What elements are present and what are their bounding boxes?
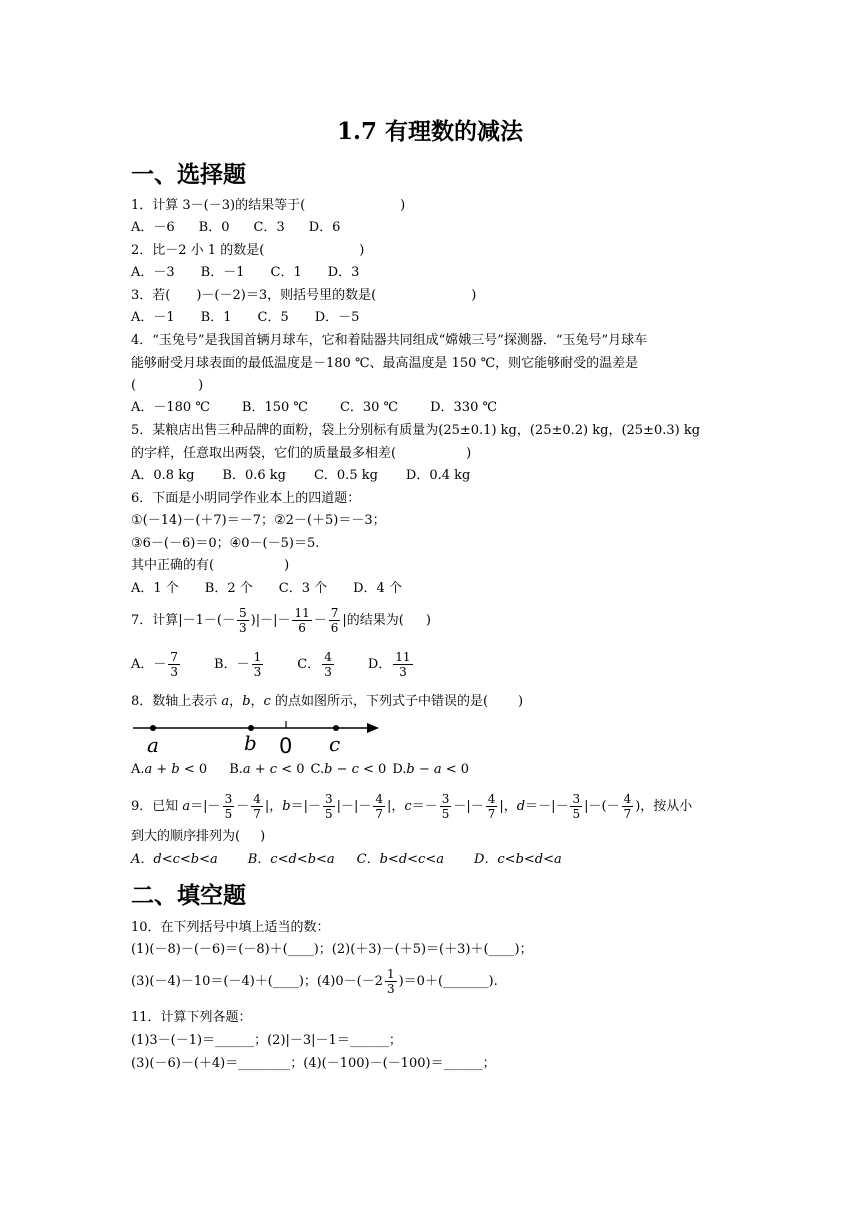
question-6-line-3: ③6－(－6)＝0；④0－(－5)＝5.	[131, 536, 320, 551]
question-10-line-1: (1)(－8)－(－6)＝(－8)＋(____)；(2)(＋3)－(＋5)＝(＋3)＋(____)；	[131, 942, 533, 957]
question-7: 7．计算|－1－(－ $\frac{5}{3}$ )|－|－ $\frac{11}{6}$ － $\frac{7}{6}$ |的结果为( )	[131, 606, 431, 635]
fraction: $\frac{4}{3}$	[324, 650, 332, 679]
question-11-stem: 11．计算下列各题：	[131, 1010, 252, 1025]
page-title: 1.7 有理数的减法	[336, 118, 524, 145]
question-2-options: A．－3 B．－1 C．1 D．3	[131, 265, 360, 280]
point-a	[150, 725, 156, 731]
question-6-options: A．1 个 B．2 个 C．3 个 D．4 个	[131, 581, 402, 596]
question-4-line-2: 能够耐受月球表面的最低温度是－180 ℃、最高温度是 150 ℃，则它能够耐受的温差是	[131, 356, 639, 371]
question-5-line-2: 的字样，任意取出两袋，它们的质量最多相差( )	[131, 446, 472, 461]
question-9-line-2: 到大的顺序排列为( )	[131, 829, 266, 844]
question-1: 1．计算 3－(－3)的结果等于( )	[131, 198, 406, 213]
question-9-options: A．d<c<b<a B．c<d<b<a C．b<d<c<a D．c<b<d<a	[131, 852, 562, 867]
question-1-options: A．－6 B．0 C．3 D．6	[131, 220, 341, 235]
fraction: $\frac{4}{7}$	[487, 792, 496, 821]
question-8-options: A.𝑎 + 𝑏 < 0 B.𝑎 + 𝑐 < 0 C.𝑏 − 𝑐 < 0 D.𝑏 − 𝑎 < 0	[131, 762, 470, 777]
question-9: 9．已知 a＝|－ $\frac{3}{5}$ － $\frac{4}{7}$ |，b＝|－ $\frac{3}{5}$ |－|－ $\frac{4}{7}$ |，c＝－ $\frac{3}{5}$ －|－ $\frac{4}{7}$ |，d＝－|－ $\frac{3}{5}$ |－(－ $\frac{4}{7}$ )，按从小	[131, 792, 693, 821]
question-3: 3．若( )－(－2)＝3，则括号里的数是( )	[131, 288, 477, 303]
question-4-line-1: 4．“玉兔号”是我国首辆月球车，它和着陆器共同组成“嫦娥三号”探测器．“玉兔号”月球车	[131, 333, 648, 348]
fraction: $\frac{7}{6}$	[330, 606, 339, 635]
question-8: 8．数轴上表示 a，b，c 的点如图所示，下列式子中错误的是( )	[131, 694, 524, 709]
question-10-stem: 10．在下列括号中填上适当的数：	[131, 920, 330, 935]
fraction: $\frac{3}{5}$	[324, 792, 333, 821]
question-7-options: A．－ $\frac{7}{3}$ B．－ $\frac{1}{3}$ C． $\frac{4}{3}$ D． $\frac{11}{3}$	[131, 650, 411, 679]
section-heading-choice: 一、选择题	[131, 162, 246, 188]
point-c	[333, 725, 339, 731]
fraction: $\frac{11}{3}$	[395, 650, 411, 679]
axis-label-a: a	[147, 733, 159, 757]
question-5-line-1: 5．某粮店出售三种品牌的面粉，袋上分别标有质量为(25±0.1) kg，(25±0.2) kg，(25±0.3) kg	[131, 423, 701, 438]
question-5-options: A．0.8 kg B．0.6 kg C．0.5 kg D．0.4 kg	[131, 468, 471, 483]
fraction: $\frac{5}{3}$	[239, 606, 247, 635]
question-3-options: A．－1 B．1 C．5 D．－5	[131, 310, 360, 325]
question-10-line-2: (3)(－4)－10＝(－4)＋(____)；(4)0－(－2 $\frac{1}{3}$ )＝0＋(_______).	[131, 967, 498, 996]
fraction: $\frac{1}{3}$	[386, 967, 395, 996]
fraction: $\frac{1}{3}$	[253, 650, 262, 679]
question-6-line-4: 其中正确的有( )	[131, 558, 290, 573]
question-6-line-1: 6．下面是小明同学作业本上的四道题：	[131, 491, 361, 506]
question-4-options: A．－180 ℃ B．150 ℃ C．30 ℃ D．330 ℃	[131, 400, 498, 415]
question-11-line-2: (3)(－6)－(＋4)＝________；(4)(－100)－(－100)＝______；	[131, 1056, 496, 1071]
question-4-line-3: ( )	[131, 378, 204, 393]
fraction: $\frac{11}{6}$	[294, 606, 310, 635]
fraction: $\frac{7}{3}$	[170, 650, 179, 679]
fraction: $\frac{3}{5}$	[441, 792, 450, 821]
axis-label-b: b	[244, 731, 257, 755]
question-11-line-1: (1)3－(－1)＝______；(2)|－3|－1＝______；	[131, 1033, 402, 1048]
fraction: $\frac{3}{5}$	[572, 792, 581, 821]
question-6-line-2: ①(－14)－(＋7)＝－7；②2－(＋5)＝－3；	[131, 513, 386, 528]
fraction: $\frac{4}{7}$	[375, 792, 384, 821]
number-line-figure	[131, 712, 391, 758]
fraction: $\frac{3}{5}$	[224, 792, 233, 821]
axis-label-zero: 0	[279, 734, 293, 758]
axis-label-c: c	[329, 732, 341, 756]
fraction: $\frac{4}{7}$	[253, 792, 261, 821]
section-heading-fill: 二、填空题	[131, 883, 246, 909]
fraction: $\frac{4}{7}$	[623, 792, 632, 821]
axis-arrow	[367, 723, 379, 733]
question-2: 2．比－2 小 1 的数是( )	[131, 243, 365, 258]
